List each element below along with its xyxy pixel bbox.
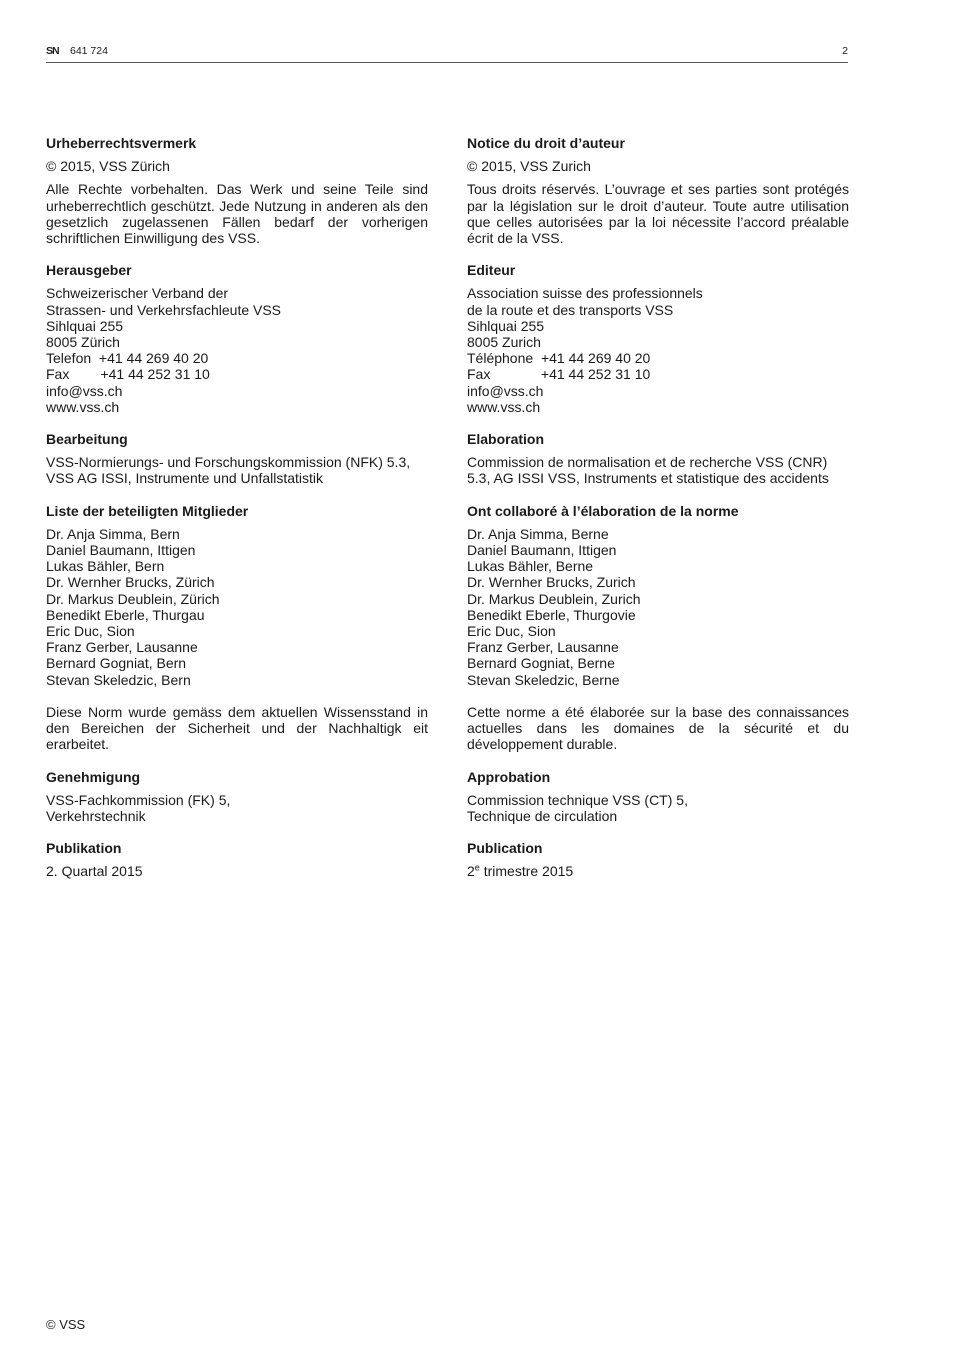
section-heading: Approbation <box>467 768 551 785</box>
address-line: Schweizerischer Verband der <box>46 285 229 302</box>
member-item: Bernard Gogniat, Berne <box>467 655 615 672</box>
phone-line: Telefon +41 44 269 40 20 <box>46 350 209 367</box>
section-heading: Editeur <box>467 262 516 279</box>
member-item: Benedikt Eberle, Thurgau <box>46 606 205 623</box>
section-heading: Bearbeitung <box>46 431 128 448</box>
members-section <box>46 503 428 688</box>
copyright-line: © 2015, VSS Zürich <box>46 158 170 175</box>
publication-date-superscript: e <box>474 862 480 873</box>
member-item: Lukas Bähler, Bern <box>46 558 165 575</box>
copyright-section <box>46 135 428 246</box>
address-line: Sihlquai 255 <box>46 317 124 334</box>
standard-note: Cette norme a été élaborée sur la base des connaissances actuelles dans les domaines de la sécurité et du développement durable. <box>467 703 849 753</box>
sr-logo: SN <box>46 45 59 57</box>
member-item: Stevan Skeledzic, Bern <box>46 671 191 688</box>
member-item: Franz Gerber, Lausanne <box>46 639 198 656</box>
publication-date-number: 2 <box>467 863 475 880</box>
address-line: Sihlquai 255 <box>467 317 545 334</box>
text-line: VSS-Normierungs- und Forschungskommission (NFK) 5.3, <box>46 454 411 471</box>
member-item: Eric Duc, Sion <box>467 623 556 640</box>
copyright-text: Tous droits réservés. L’ouvrage et ses parties sont protégés par la législation sur le droit d’auteur. Toute autre utilisation que celles autorisées par la loi nécessite l’accord préalable écrit de la VSS. <box>467 181 849 247</box>
phone-line: Téléphone +41 44 269 40 20 <box>467 350 651 367</box>
text-line: VSS-Fachkommission (FK) 5, <box>46 791 231 808</box>
text-line: 5.3, AG ISSI VSS, Instruments et statistique des accidents <box>467 470 829 487</box>
page-footer: © VSS <box>46 1317 86 1332</box>
standard-note: Diese Norm wurde gemäss dem aktuellen Wissensstand in den Bereichen der Sicherheit und der Nachhaltigk eit erarbeitet. <box>46 703 428 753</box>
publication-date <box>467 863 849 879</box>
editing-section <box>46 431 428 487</box>
text-line: Commission technique VSS (CT) 5, <box>467 791 688 808</box>
publication-date: 2. Quartal 2015 <box>46 863 143 880</box>
publication-date-rest: trimestre 2015 <box>479 863 574 880</box>
address-line: 8005 Zurich <box>467 334 541 351</box>
email-line: info@vss.ch <box>467 382 544 399</box>
member-item: Dr. Anja Simma, Bern <box>46 525 180 542</box>
section-heading: Elaboration <box>467 431 545 448</box>
approval-section <box>46 769 428 825</box>
members-section <box>467 503 849 688</box>
section-heading: Publication <box>467 840 543 857</box>
section-heading: Urheberrechtsvermerk <box>46 135 197 151</box>
fax-line: Fax +41 44 252 31 10 <box>467 366 651 383</box>
copyright-text: Alle Rechte vorbehalten. Das Werk und seine Teile sind urheberrechtlich geschützt. Jede Nutzung in anderen als den gesetzlich zugelassenen Fällen bedarf der vorherigen schriftlichen Einwilligung des VSS. <box>46 181 428 247</box>
editing-section <box>467 431 849 487</box>
member-item: Daniel Baumann, Ittigen <box>46 542 196 559</box>
section-heading: Liste der beteiligten Mitglieder <box>46 502 249 519</box>
publication-section <box>46 840 428 879</box>
member-item: Daniel Baumann, Ittigen <box>467 542 617 559</box>
member-item: Dr. Markus Deublein, Zurich <box>467 590 641 607</box>
member-item: Lukas Bähler, Berne <box>467 558 594 575</box>
section-heading: Ont collaboré à l’élaboration de la norme <box>467 502 739 519</box>
website-line: www.vss.ch <box>46 398 120 415</box>
page-header <box>46 44 848 63</box>
text-line: Technique de circulation <box>467 807 618 824</box>
fax-line: Fax +41 44 252 31 10 <box>46 366 210 383</box>
copyright-section <box>467 135 849 246</box>
member-item: Stevan Skeledzic, Berne <box>467 671 620 688</box>
address-line: 8005 Zürich <box>46 334 120 351</box>
text-line: Commission de normalisation et de recherche VSS (CNR) <box>467 454 828 471</box>
address-line: de la route et des transports VSS <box>467 301 674 318</box>
member-item: Dr. Markus Deublein, Zürich <box>46 590 220 607</box>
text-line: Verkehrstechnik <box>46 807 146 824</box>
page-number: 2 <box>842 45 848 57</box>
member-item: Dr. Wernher Brucks, Zurich <box>467 574 636 591</box>
column-german <box>46 135 428 896</box>
member-item: Bernard Gogniat, Bern <box>46 655 187 672</box>
website-line: www.vss.ch <box>467 398 541 415</box>
section-heading: Notice du droit d’auteur <box>467 135 625 151</box>
address-line: Association suisse des professionnels <box>467 285 703 302</box>
text-line: VSS AG ISSI, Instrumente und Unfallstatistik <box>46 470 324 487</box>
publisher-section <box>46 262 428 415</box>
publisher-section <box>467 262 849 415</box>
member-item: Eric Duc, Sion <box>46 623 135 640</box>
member-item: Benedikt Eberle, Thurgovie <box>467 606 636 623</box>
member-item: Franz Gerber, Lausanne <box>467 639 619 656</box>
column-french <box>467 135 849 896</box>
address-line: Strassen- und Verkehrsfachleute VSS <box>46 301 282 318</box>
copyright-line: © 2015, VSS Zurich <box>467 158 591 175</box>
member-item: Dr. Anja Simma, Berne <box>467 525 609 542</box>
section-heading: Genehmigung <box>46 768 141 785</box>
standard-number: 641 724 <box>70 45 108 57</box>
approval-section <box>467 769 849 825</box>
email-line: info@vss.ch <box>46 382 123 399</box>
section-heading: Publikation <box>46 840 122 857</box>
section-heading: Herausgeber <box>46 262 132 279</box>
member-item: Dr. Wernher Brucks, Zürich <box>46 574 215 591</box>
publication-section <box>467 840 849 879</box>
